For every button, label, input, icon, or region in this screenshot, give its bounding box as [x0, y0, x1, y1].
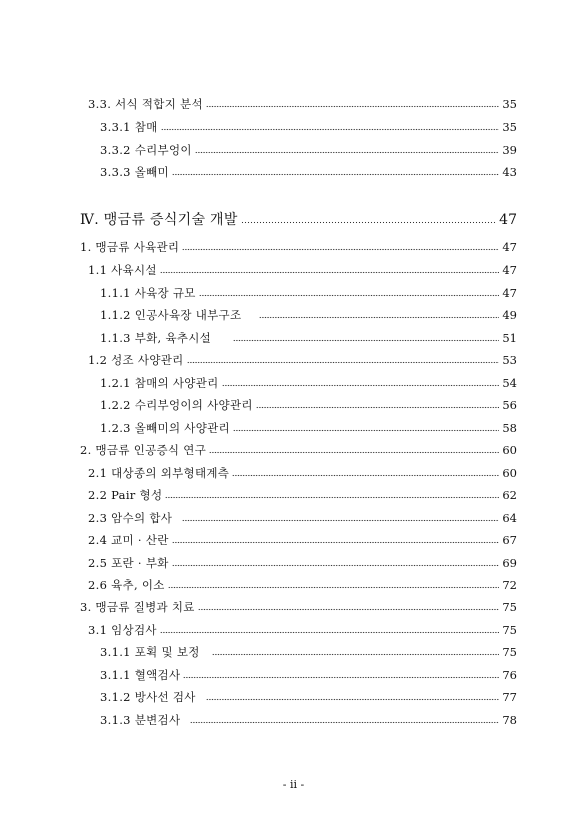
- toc-entry-page: 76: [502, 668, 517, 682]
- toc-leader-dots: [233, 429, 499, 432]
- toc-entry-label: 1.1.2 인공사육장 내부구조: [100, 308, 242, 322]
- toc-entry[interactable]: [100, 712, 517, 728]
- toc-entry[interactable]: [80, 239, 517, 255]
- toc-leader-dots: [172, 173, 499, 176]
- toc-entry-page: 64: [502, 511, 517, 525]
- toc-leader-dots: [183, 676, 499, 679]
- toc-entry-label: 2.6 육추, 이소: [88, 578, 165, 592]
- toc-entry[interactable]: [88, 577, 517, 593]
- toc-entry-label: 1.2.3 올빼미의 사양관리: [100, 421, 230, 435]
- toc-leader-dots: [172, 564, 500, 567]
- toc-entry[interactable]: [100, 330, 517, 346]
- toc-entry[interactable]: [100, 142, 517, 158]
- toc-entry[interactable]: [80, 599, 517, 615]
- toc-entry[interactable]: [100, 285, 517, 301]
- toc-leader-dots: [161, 128, 500, 131]
- page-number-footer: - ii -: [282, 778, 305, 791]
- toc-entry[interactable]: [88, 465, 517, 481]
- toc-leader-dots: [199, 294, 500, 297]
- toc-entry-label: Ⅳ. 맹금류 증식기술 개발: [80, 212, 238, 228]
- toc-entry-label: 2.2 Pair 형성: [88, 488, 163, 502]
- toc-entry-label: 3.3.3 올빼미: [100, 165, 169, 179]
- toc-leader-dots: [241, 221, 496, 224]
- toc-leader-dots: [160, 271, 500, 274]
- toc-entry[interactable]: [100, 119, 517, 135]
- toc-leader-dots: [198, 608, 500, 611]
- toc-entry-label: 3.1.3 분변검사: [100, 713, 181, 727]
- toc-entry-label: 1.2.2 수리부엉이의 사양관리: [100, 398, 253, 412]
- toc-entry-page: 62: [502, 488, 517, 502]
- toc-entry-page: 58: [502, 421, 517, 435]
- toc-leader-dots: [160, 631, 500, 634]
- toc-entry[interactable]: [100, 644, 517, 660]
- toc-leader-dots: [209, 451, 499, 454]
- toc-entry-page: 51: [502, 331, 517, 345]
- toc-entry-page: 78: [502, 713, 517, 727]
- toc-entry[interactable]: [88, 262, 517, 278]
- toc-leader-dots: [256, 406, 500, 409]
- toc-entry[interactable]: [100, 164, 517, 180]
- toc-entry-page: 72: [502, 578, 517, 592]
- toc-entry-page: 60: [502, 466, 517, 480]
- toc-entry-page: 35: [502, 120, 517, 134]
- toc-leader-dots: [206, 105, 499, 108]
- toc-entry-page: 35: [502, 97, 517, 111]
- toc-entry-label: 2.1 대상종의 외부형태계측: [88, 466, 230, 480]
- toc-entry-label: 1.2.1 참매의 사양관리: [100, 376, 219, 390]
- toc-entry[interactable]: [88, 96, 517, 112]
- toc-entry-page: 67: [502, 533, 517, 547]
- toc-entry-label: 1.1.1 사육장 규모: [100, 286, 196, 300]
- toc-chapter-entry[interactable]: [80, 211, 517, 229]
- toc-entry-page: 53: [502, 353, 517, 367]
- toc-entry-label: 3.1.1 포획 및 보정: [100, 645, 200, 659]
- toc-entry-label: 3.3.2 수리부엉이: [100, 143, 192, 157]
- toc-entry-page: 69: [502, 556, 517, 570]
- toc-entry-label: 2.5 포란 · 부화: [88, 556, 169, 570]
- toc-entry-label: 3.1.2 방사선 검사: [100, 690, 196, 704]
- toc-entry-label: 3.3.1 참매: [100, 120, 158, 134]
- toc-leader-dots: [190, 721, 499, 724]
- toc-entry-label: 2.3 암수의 합사: [88, 511, 173, 525]
- toc-entry[interactable]: [88, 510, 517, 526]
- toc-leader-dots: [172, 541, 500, 544]
- toc-leader-dots: [182, 519, 499, 522]
- toc-entry-label: 1.1 사육시설: [88, 263, 157, 277]
- toc-entry-label: 1.2 성조 사양관리: [88, 353, 184, 367]
- toc-entry-page: 56: [502, 398, 517, 412]
- toc-entry-page: 47: [502, 286, 517, 300]
- toc-entry-page: 75: [502, 600, 517, 614]
- toc-entry-page: 47: [502, 263, 517, 277]
- toc-entry-label: 1.1.3 부화, 육추시설: [100, 331, 212, 345]
- toc-entry-label: 3.3. 서식 적합지 분석: [88, 97, 203, 111]
- toc-entry-page: 47: [502, 240, 517, 254]
- toc-entry[interactable]: [100, 307, 517, 323]
- toc-leader-dots: [182, 248, 499, 251]
- toc-entry-page: 49: [502, 308, 517, 322]
- toc-entry[interactable]: [80, 442, 517, 458]
- toc-entry-page: 43: [502, 165, 517, 179]
- toc-entry[interactable]: [100, 667, 517, 683]
- toc-entry-page: 39: [502, 143, 517, 157]
- toc-entry[interactable]: [88, 487, 517, 503]
- toc-leader-dots: [206, 698, 500, 701]
- toc-leader-dots: [222, 384, 500, 387]
- toc-entry[interactable]: [88, 622, 517, 638]
- toc-leader-dots: [212, 653, 500, 656]
- toc-entry-label: 3.1.1 혈액검사: [100, 668, 181, 682]
- toc-entry-label: 3.1 임상검사: [88, 623, 157, 637]
- toc-leader-dots: [195, 151, 500, 154]
- toc-entry-page: 54: [502, 376, 517, 390]
- toc-entry-label: 3. 맹금류 질병과 치료: [80, 600, 195, 614]
- toc-entry-page: 77: [502, 690, 517, 704]
- toc-entry-page: 75: [502, 645, 517, 659]
- toc-entry-page: 60: [502, 443, 517, 457]
- toc-leader-dots: [187, 361, 500, 364]
- toc-leader-dots: [259, 316, 499, 319]
- toc-entry[interactable]: [88, 532, 517, 548]
- toc-entry[interactable]: [100, 397, 517, 413]
- toc-entry-label: 2. 맹금류 인공증식 연구: [80, 443, 207, 457]
- toc-leader-dots: [232, 474, 499, 477]
- toc-entry[interactable]: [88, 352, 517, 368]
- toc-leader-dots: [168, 586, 500, 589]
- toc-entry-label: 1. 맹금류 사육관리: [80, 240, 180, 254]
- toc-leader-dots: [233, 339, 499, 342]
- toc-entry-label: 2.4 교미 · 산란: [88, 533, 169, 547]
- toc-entry[interactable]: [100, 420, 517, 436]
- toc-entry-page: 47: [499, 212, 517, 228]
- toc-entry[interactable]: [100, 375, 517, 391]
- toc-entry[interactable]: [100, 689, 517, 705]
- toc-leader-dots: [165, 496, 499, 499]
- toc-entry-page: 75: [502, 623, 517, 637]
- toc-entry[interactable]: [88, 555, 517, 571]
